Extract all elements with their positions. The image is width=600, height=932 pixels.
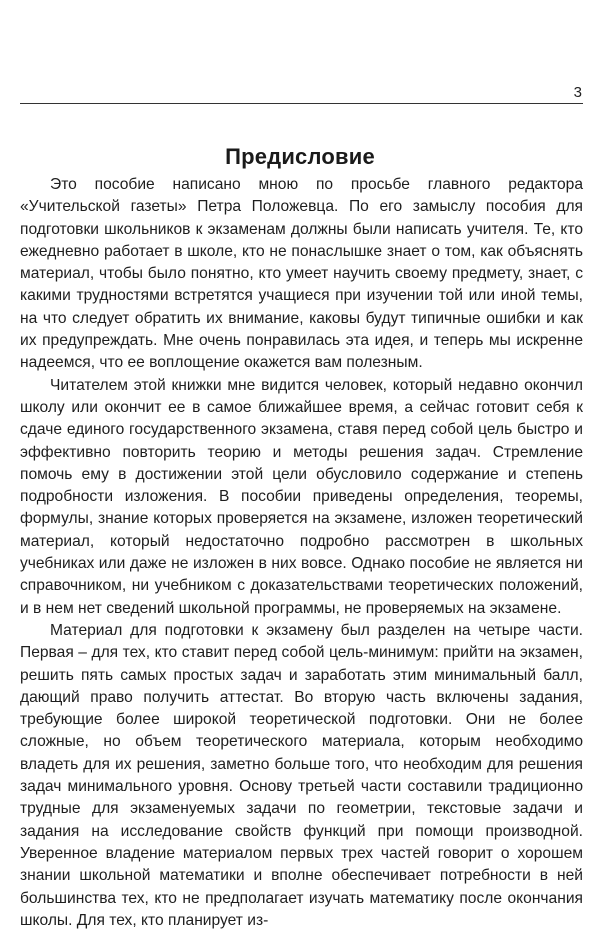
page-number: 3 [573, 84, 582, 101]
header-rule [20, 103, 583, 104]
page-title: Предисловие [225, 143, 375, 169]
paragraph-2: Читателем этой книжки мне видится человек, который недавно окончил школу или окончит ее в самое ближайшее время, а сейчас готовит себя к сдаче единого государственного экзамена, ставя перед собой цель быстро и эффективно повторить теорию и методы решения задач. Стремление помочь ему в достижении этой цели обусловило содержание и степень подробности изложения. В пособии приведены определения, теоремы, формулы, знание которых проверяется на экзамене, изложен теоретический материал, который недостаточно подробно рассмотрен в школьных учебниках или даже не изложен в них вовсе. Однако пособие не является ни справочником, ни учебником с доказательствами теоретических положений, и в нем нет сведений школьной программы, не проверяемых на экзамене. [20, 376, 583, 617]
paragraph-3: Материал для подготовки к экзамену был разделен на четыре части. Первая – для тех, кто ставит перед собой цель-минимум: прийти на экзамен, решить пять самых простых задач и заработать этим минимальный балл, дающий право получить аттестат. Во вторую часть включены задания, требующие более широкой теоретической подготовки. Они не более сложные, но объем теоретического материала, которым необходимо владеть для их решения, заметно больше того, что необходим для решения задач минимального уровня. Основу третьей части составили традиционно трудные для экзаменуемых задачи по геометрии, текстовые задачи и задания на исследование свойств функций при помощи производной. Уверенное владение материалом первых трех частей говорит о хорошем знании школьной математики и вполне обеспечивает потребности в ней большинства тех, кто не предполагает изучать математику после окончания школы. Для тех, кто планирует из- [20, 621, 583, 929]
running-head [20, 84, 583, 104]
paragraph-1: Это пособие написано мною по просьбе главного редактора «Учительской газеты» Петра Положевца. По его замыслу пособия для подготовки школьников к экзаменам должны были написать учителя. Те, кто ежедневно работает в школе, кто не понаслышке знает о том, как объяснять материал, чтобы было понятно, кто умеет научить своему предмету, знает, с какими трудностями встретятся учащиеся при изучении той или иной темы, на что следует обратить их внимание, каковы будут типичные ошибки и как их предупреждать. Мне очень понравилась эта идея, и теперь мы искренне надеемся, что ее воплощение окажется вам полезным. [20, 176, 583, 372]
body-text [20, 174, 583, 932]
